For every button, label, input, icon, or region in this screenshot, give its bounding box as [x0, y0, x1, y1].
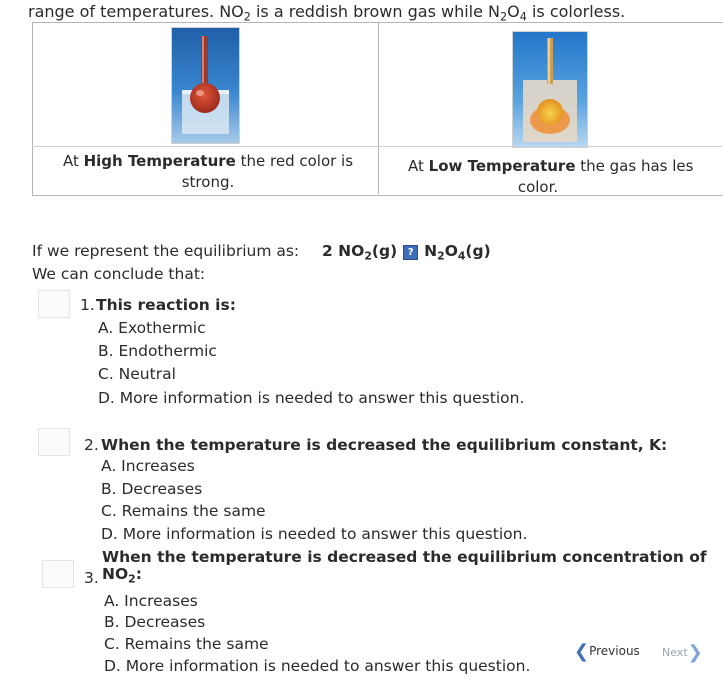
question-1-text: This reaction is: [96, 296, 236, 314]
table-row-divider [32, 146, 722, 147]
high-temperature-caption: At High Temperature the red color is strong. [62, 152, 354, 191]
question-2-text: When the temperature is decreased the equilibrium constant, K: [101, 436, 668, 454]
q3-option-a: A. Increases [104, 592, 198, 610]
answer-input-q2[interactable] [38, 428, 70, 456]
table-divider [378, 22, 379, 194]
q1-option-a: A. Exothermic [98, 319, 206, 337]
q2-option-a: A. Increases [101, 457, 195, 475]
q3-option-d: D. More information is needed to answer this question. [104, 657, 531, 675]
q2-option-d: D. More information is needed to answer this question. [101, 525, 528, 543]
equilibrium-arrow-icon: ? [403, 245, 418, 260]
high-temperature-photo [171, 27, 240, 144]
question-number: 3. [84, 569, 99, 587]
low-temperature-photo [512, 31, 588, 148]
intro-text: range of temperatures. $NO_2$ is a reddish brown gas while $N_2O_4$ is colorless. [28, 2, 626, 24]
chevron-right-icon: ❯ [687, 642, 703, 663]
q1-option-b: B. Endothermic [98, 342, 217, 360]
q1-option-d: D. More information is needed to answer this question. [98, 389, 525, 407]
answer-input-q3[interactable] [42, 560, 74, 588]
low-temperature-caption: At Low Temperature the gas has les color. [408, 157, 694, 196]
q3-option-b: B. Decreases [104, 613, 206, 631]
equilibrium-equation: 2 $NO_2(g)$ ? $N_2O_4(g)$ [322, 242, 491, 263]
next-button[interactable]: Next❯ [662, 642, 703, 663]
q2-option-c: C. Remains the same [101, 502, 266, 520]
q3-option-c: C. Remains the same [104, 635, 269, 653]
q1-option-c: C. Neutral [98, 365, 176, 383]
question-number: 1. [80, 296, 95, 314]
question-number: 2. [84, 436, 99, 454]
question-3-text-line2: $NO_2$: [102, 565, 142, 586]
answer-input-q1[interactable] [38, 290, 70, 318]
equilibrium-label: If we represent the equilibrium as: [32, 242, 300, 260]
q2-option-b: B. Decreases [101, 480, 203, 498]
question-3-text: When the temperature is decreased the equilibrium concentration of [102, 548, 707, 566]
conclusion-label: We can conclude that: [32, 265, 206, 283]
chevron-left-icon: ❮ [574, 641, 590, 662]
previous-button[interactable]: ❮Previous [574, 641, 640, 662]
